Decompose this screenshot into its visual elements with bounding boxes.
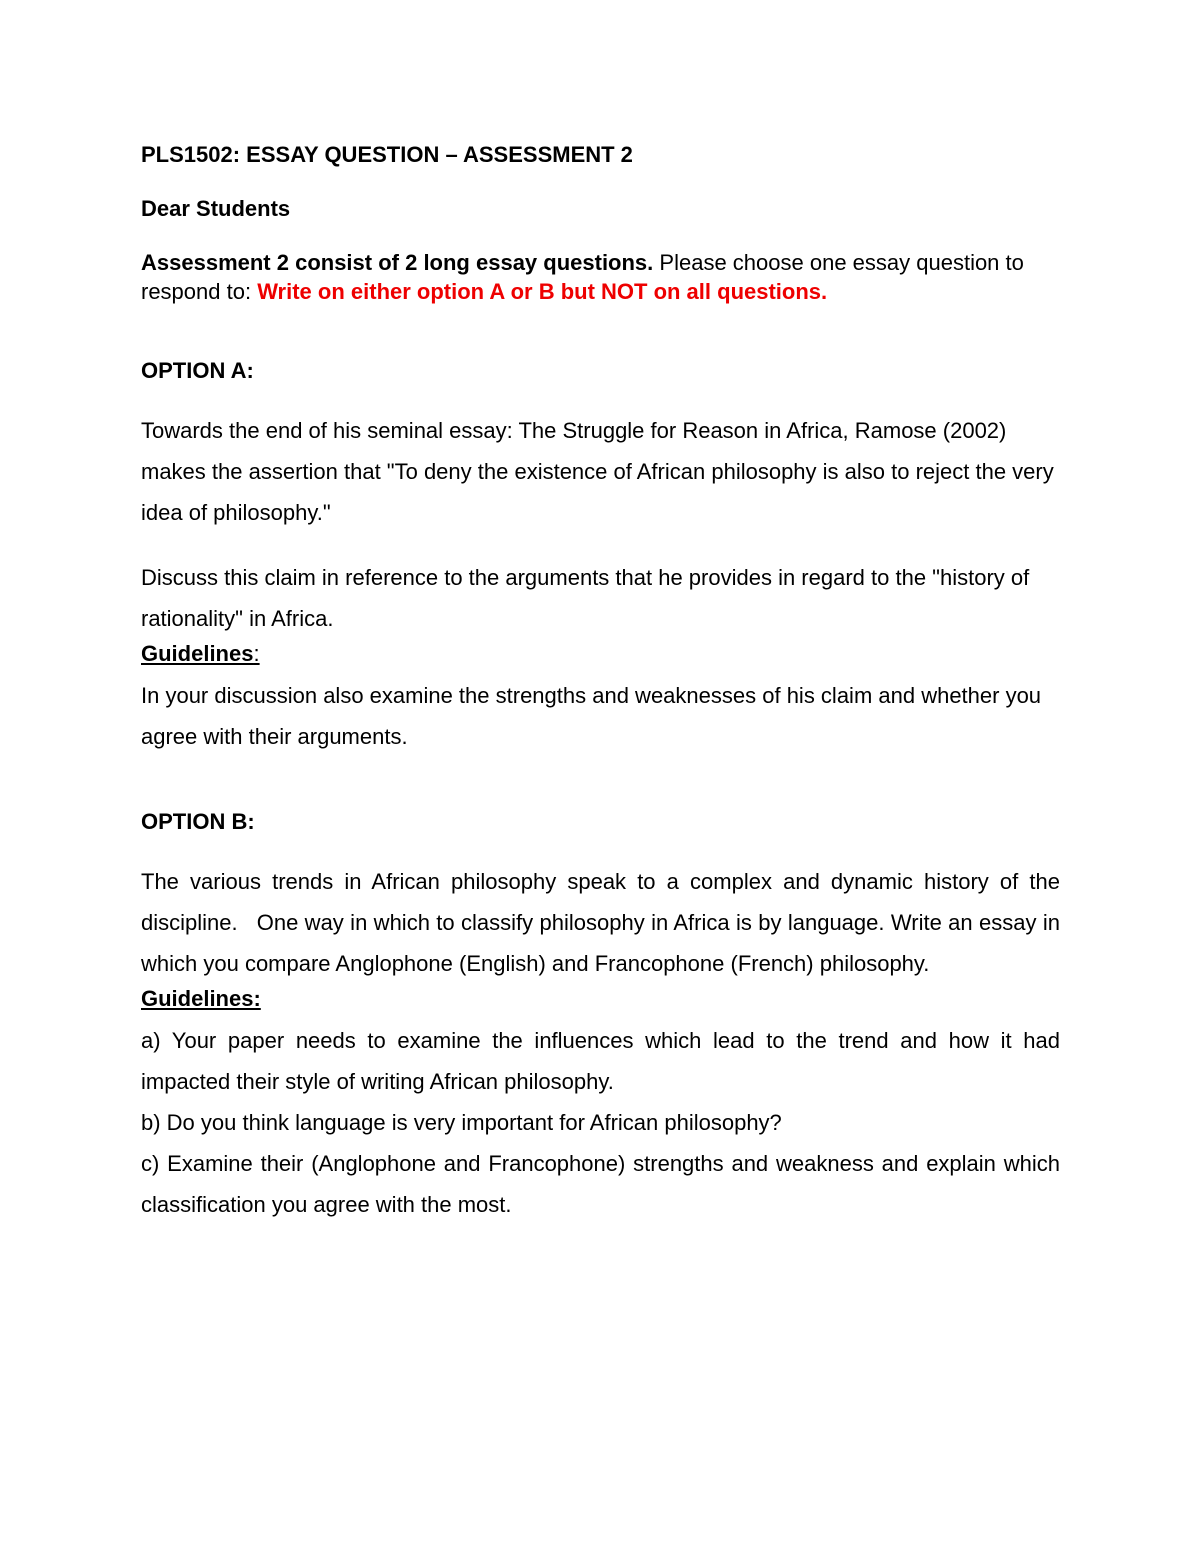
option-a-guidelines-colon: : [253,641,260,666]
list-item: a) Your paper needs to examine the influences which lead to the trend and how it had impacted their style of writing African philosophy. [141,1028,1060,1094]
intro-red-instruction: Write on either option A or B but NOT on all questions. [257,279,828,304]
intro-paragraph [141,248,1060,306]
option-a-guidelines-label [141,639,1060,669]
list-item: c) Examine their (Anglophone and Francophone) strengths and weakness and explain which classification you agree with the most. [141,1151,1060,1217]
intro-normal-text: Please choose one essay question to respond to: [141,250,1024,304]
salutation: Dear Students [141,196,291,221]
option-b-heading: OPTION B: [141,809,255,834]
option-a-heading: OPTION A: [141,358,254,383]
option-a-guidelines-text: In your discussion also examine the strengths and weaknesses of his claim and whether you agree with their arguments. [141,683,1042,749]
option-a-paragraph-1: Towards the end of his seminal essay: The Struggle for Reason in Africa, Ramose (2002) makes the assertion that "To deny the existence of African philosophy is also to reject the very idea of philosophy." [141,418,1054,525]
option-a-guidelines-word: Guidelines [141,641,254,666]
option-a-paragraph-2: Discuss this claim in reference to the arguments that he provides in regard to the "history of rationality" in Africa. [141,565,1030,631]
option-b-guidelines-list [141,1020,1060,1225]
list-item: b) Do you think language is very important for African philosophy? [141,1110,782,1135]
option-b-paragraph-1: The various trends in African philosophy speak to a complex and dynamic history of the discipline. One way in which to classify philosophy in Africa is by language. Write an essay in which you compare Anglophone (English) and Francophone (French) philosophy. [141,869,1067,976]
document-title: PLS1502: ESSAY QUESTION – ASSESSMENT 2 [141,142,633,167]
document-content [141,140,1067,1225]
option-b-guidelines-label: Guidelines: [141,986,261,1011]
intro-bold-text: Assessment 2 consist of 2 long essay questions. [141,250,654,275]
